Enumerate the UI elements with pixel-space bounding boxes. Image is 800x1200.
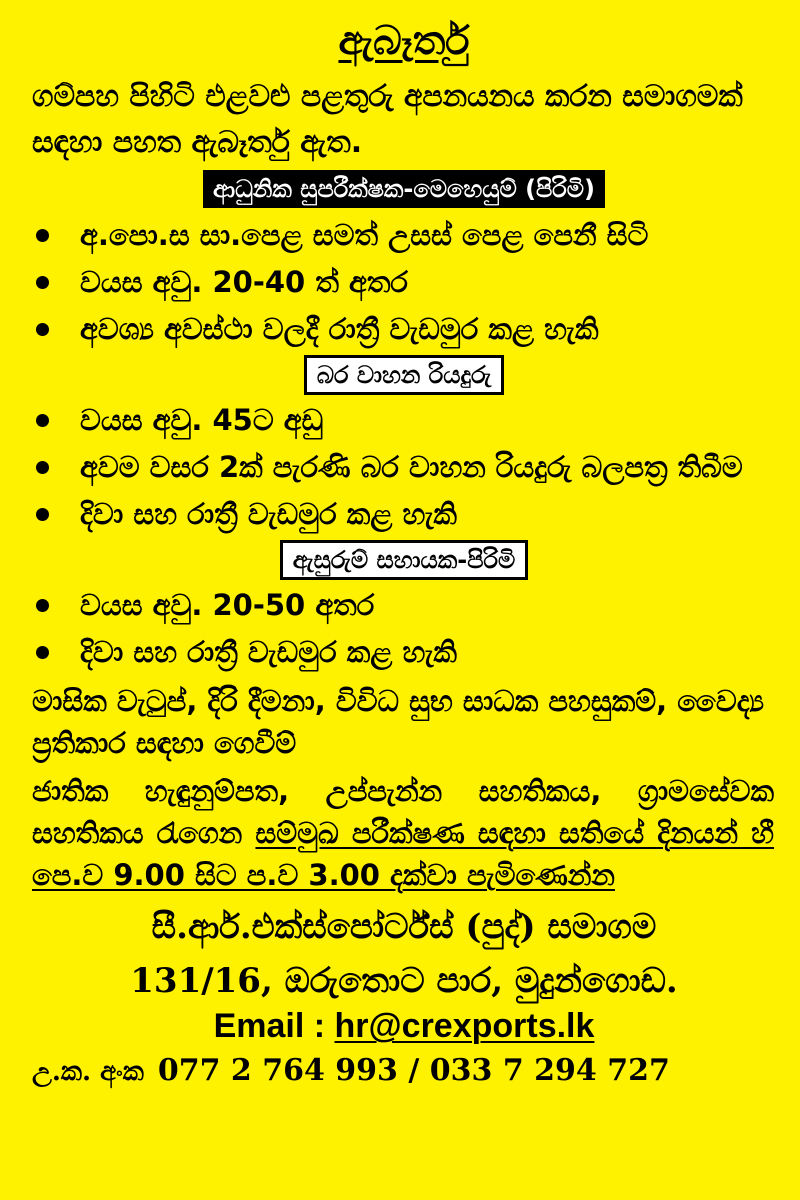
list-item bbox=[28, 398, 780, 442]
benefits-text: මාසික වැටුප්, දිරි දීමනා, විවිධ සුභ සාධක පහසුකම්, වෛද්‍ය ප්‍රතිකාර සඳහා ගෙවීම් bbox=[32, 684, 765, 760]
intro-text: ගම්පහ පිහිටි එළවළු පළතුරු අපනයනය කරන සමාගමක් සඳහා පහත ඇබෑර්තු ඇත. bbox=[32, 79, 743, 160]
list-item-text: අ.පො.ස සා.පෙළ සමත් උසස් පෙළ පෙනී සිටි bbox=[80, 218, 649, 252]
company-name: සී.ආර්.එක්ස්පෝර්ට්ස් (පුද්) සමාගම bbox=[151, 907, 657, 947]
driver-requirements bbox=[28, 398, 780, 536]
list-item bbox=[28, 307, 780, 351]
phone-line bbox=[32, 1048, 780, 1095]
list-item bbox=[28, 260, 780, 304]
list-item-text: දිවා සහ රාත්‍රී වැඩමුර කළ හැකි bbox=[80, 635, 457, 669]
list-item bbox=[28, 492, 780, 536]
list-item bbox=[28, 583, 780, 627]
list-item bbox=[28, 213, 780, 257]
bullet-icon bbox=[36, 276, 49, 289]
list-item-text: අවම වසර 2ක් පැරණි බර වාහන රියදුරු බලපත්‍ර තිබීම bbox=[80, 450, 743, 484]
email-label: Email : bbox=[213, 1007, 335, 1045]
list-item-text: වයස අවු. 20-50 අතර bbox=[80, 588, 375, 622]
list-item bbox=[28, 630, 780, 674]
section-heading-wrap bbox=[28, 355, 780, 395]
list-item-text: වයස අවු. 45ට අඩු bbox=[80, 403, 324, 437]
instructions-documents: ජාතික හැඳුනුම්පත, උප්පැන්න සහතිකය, ග්‍රාමසේවක සහතිකය රැගෙන bbox=[32, 774, 774, 850]
bullet-icon bbox=[36, 461, 49, 474]
section-heading-packing: ඇසුරුම් සහායක-පිරිමි bbox=[280, 540, 529, 580]
company-address: 131/16, ඔරුතොට පාර, මුදුන්ගොඩ. bbox=[130, 961, 678, 1001]
section-heading-driver: බර වාහන රියදුරු bbox=[304, 355, 504, 395]
list-item-text: දිවා සහ රාත්‍රී වැඩමුර කළ හැකි bbox=[80, 497, 457, 531]
section-heading-supervisor: ආධුනික සුපරීක්ෂක-මෙහෙයුම් (පිරිමි) bbox=[203, 170, 605, 208]
bullet-icon bbox=[36, 599, 49, 612]
bullet-icon bbox=[36, 229, 49, 242]
bullet-icon bbox=[36, 646, 49, 659]
title-wrap bbox=[28, 10, 780, 72]
bullet-icon bbox=[36, 323, 49, 336]
email-link[interactable]: hr@crexports.lk bbox=[334, 1007, 595, 1045]
section-heading-wrap bbox=[28, 540, 780, 580]
list-item-text: වයස අවු. 20-40 ත් අතර bbox=[80, 265, 408, 299]
instructions-interview-time: සම්මුඛ පරීක්ෂණ සඳහා සතියේ දිනයන් හී පෙ.ව 9.00 සිට ප.ව 3.00 දක්වා පැමිණෙන්න bbox=[32, 816, 774, 892]
instructions-text bbox=[32, 770, 774, 896]
bullet-icon bbox=[36, 508, 49, 521]
phone-label: උ.ක. අංක bbox=[32, 1057, 144, 1087]
phone-numbers: 077 2 764 993 / 033 7 294 727 bbox=[157, 1053, 670, 1088]
email-line bbox=[28, 1004, 780, 1048]
section-heading-wrap bbox=[28, 170, 780, 210]
supervisor-requirements bbox=[28, 213, 780, 351]
list-item bbox=[28, 445, 780, 489]
bullet-icon bbox=[36, 414, 49, 427]
ad-title: ඇබෑර්තු bbox=[338, 18, 470, 64]
list-item-text: අවශ්‍ය අවස්ථා වලදී රාත්‍රී වැඩමුර කළ හැකි bbox=[80, 312, 599, 346]
packing-requirements bbox=[28, 583, 780, 674]
